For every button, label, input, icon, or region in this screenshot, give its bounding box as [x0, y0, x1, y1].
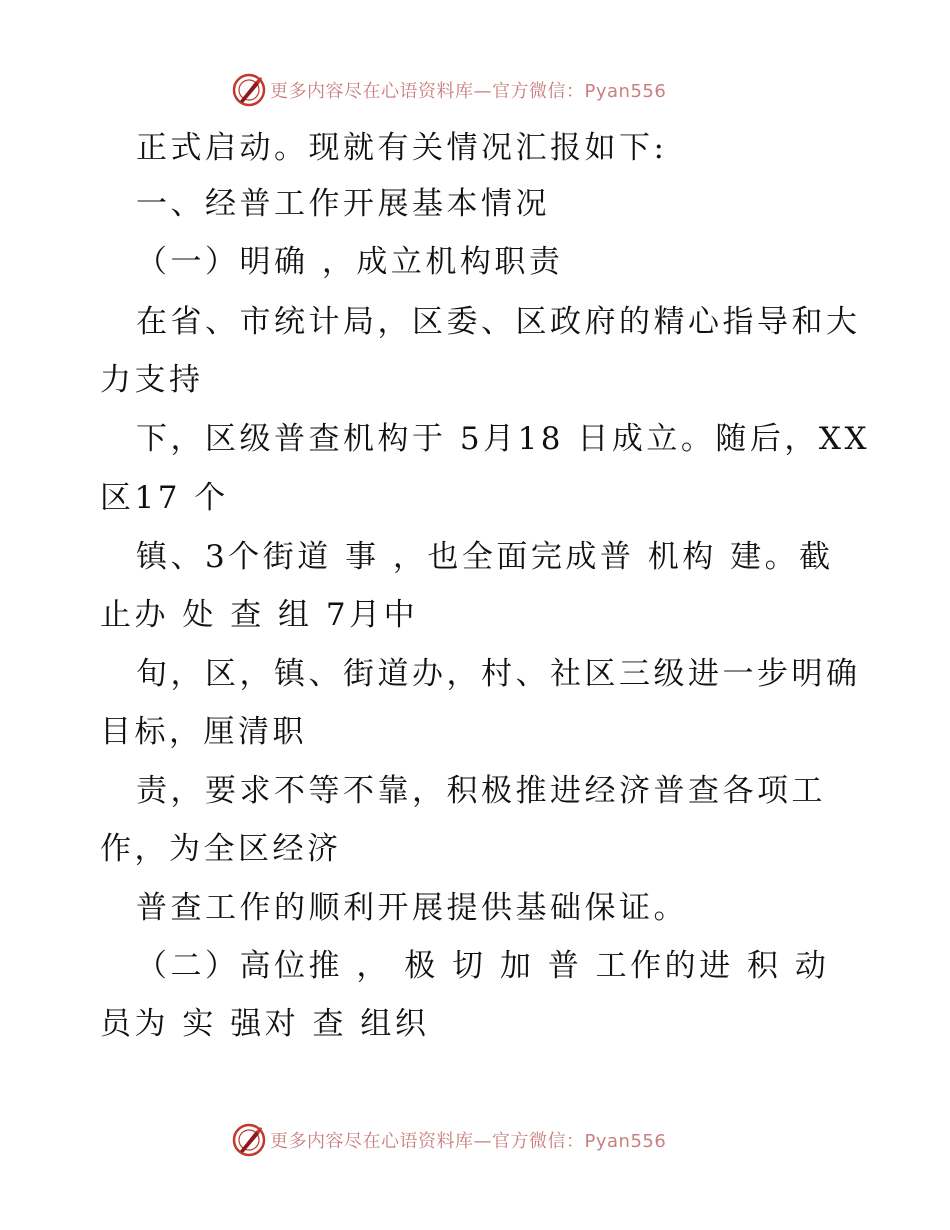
text-line: 下，区级普查机构于 5月18 日成立。随后，XX — [136, 421, 871, 457]
text-line: 止办 处 查 组 7月中 — [100, 597, 419, 633]
subsection-heading: （一）明确 ，成立机构职责 — [136, 244, 564, 280]
text-line: 正式启动。现就有关情况汇报如下: — [136, 130, 668, 166]
banner-text — [270, 1127, 666, 1153]
text-line: 目标，厘清职 — [100, 714, 307, 750]
banner-wechat-id: Pyan556 — [584, 81, 667, 102]
text-line: 员为 实 强对 查 组织 — [100, 1006, 430, 1042]
text-line: 责，要求不等不靠，积极推进经济普查各项工 — [136, 773, 826, 809]
quill-pen-logo-icon — [232, 73, 266, 107]
text-line: 镇、3个街道 事 ，也全面完成普 机构 建。截 — [136, 539, 834, 575]
text-line: 力支持 — [100, 362, 204, 398]
banner-slogan: 更多内容尽在心语资料库—官方微信： — [270, 1131, 585, 1152]
section-heading: 一、经普工作开展基本情况 — [136, 186, 550, 222]
banner-text — [270, 77, 666, 103]
text-line: 区17 个 — [100, 480, 229, 516]
text-line: 作，为全区经济 — [100, 831, 342, 867]
subsection-heading: （二）高位推 ， 极 切 加 普 工作的进 积 动 — [136, 948, 830, 984]
header-banner — [0, 70, 950, 110]
banner-wechat-id: Pyan556 — [584, 1131, 667, 1152]
text-line: 普查工作的顺利开展提供基础保证。 — [136, 890, 688, 926]
footer-banner — [0, 1120, 950, 1160]
text-line: 在省、市统计局，区委、区政府的精心指导和大 — [136, 304, 861, 340]
text-line: 旬，区，镇、街道办，村、社区三级进一步明确 — [136, 656, 861, 692]
quill-pen-logo-icon — [232, 1123, 266, 1157]
banner-slogan: 更多内容尽在心语资料库—官方微信： — [270, 81, 585, 102]
